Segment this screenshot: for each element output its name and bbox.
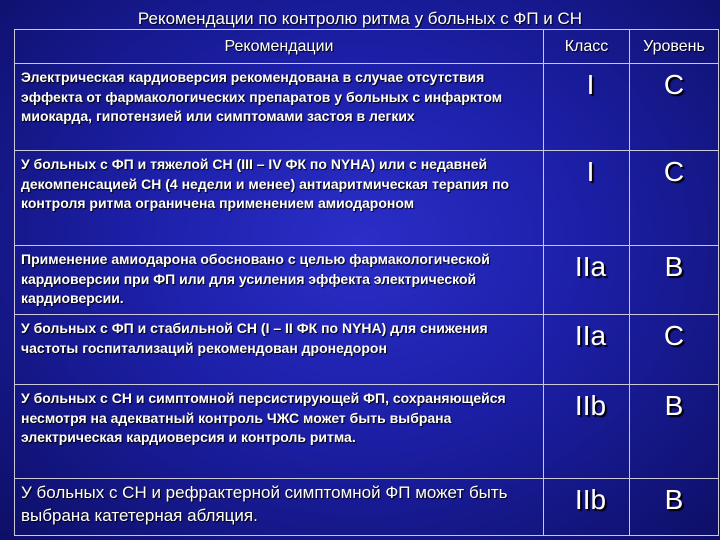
class-value: IIa xyxy=(574,251,607,282)
recommendation-text: Применение амиодарона обосновано с целью фармакологической кардиоверсии при ФП или для усиления эффекта электрической кардиоверсии. xyxy=(21,251,490,306)
class-value: IIa xyxy=(574,320,607,351)
recommendation-text: У больных с СН и рефрактерной симптомной ФП может быть выбрана катетерная абляция. xyxy=(21,483,508,525)
level-cell xyxy=(630,479,719,536)
class-cell xyxy=(544,246,630,315)
table-header-row xyxy=(15,30,719,64)
table-row xyxy=(15,479,719,536)
class-value: I xyxy=(586,69,595,100)
recommendation-cell xyxy=(15,151,544,246)
recommendation-cell xyxy=(15,246,544,315)
level-value: B xyxy=(664,390,684,421)
table-row xyxy=(15,385,719,479)
level-cell xyxy=(630,64,719,151)
header-level: Уровень xyxy=(630,30,719,64)
level-value: C xyxy=(663,156,685,187)
class-cell xyxy=(544,151,630,246)
level-cell xyxy=(630,246,719,315)
level-cell xyxy=(630,151,719,246)
class-cell xyxy=(544,479,630,536)
recommendation-text: У больных с ФП и стабильной СН (I – II ФК по NYHA) для снижения частоты госпитализаций рекомендован дронедорон xyxy=(21,320,488,356)
recommendation-cell xyxy=(15,315,544,385)
recommendation-cell xyxy=(15,479,544,536)
level-cell xyxy=(630,385,719,479)
recommendation-cell xyxy=(15,385,544,479)
class-value: IIb xyxy=(574,390,607,421)
class-cell xyxy=(544,64,630,151)
level-value: B xyxy=(664,251,684,282)
recommendations-table xyxy=(14,29,719,536)
class-cell xyxy=(544,315,630,385)
table-row xyxy=(15,151,719,246)
class-value: I xyxy=(586,156,595,187)
class-cell xyxy=(544,385,630,479)
recommendation-text: У больных с СН и симптомной персистирующей ФП, сохраняющейся несмотря на адекватный контроль ЧЖС может быть выбрана электрическая кардиоверсия и контроль ритма. xyxy=(21,390,506,445)
slide-title: Рекомендации по контролю ритма у больных с ФП и СН xyxy=(137,9,583,28)
header-recommendations: Рекомендации xyxy=(15,30,544,64)
recommendation-text: У больных с ФП и тяжелой СН (III – IV ФК по NYHA) или с недавней декомпенсацией СН (4 недели и менее) антиаритмическая терапия по контроля ритма ограничена применением амиодароном xyxy=(21,156,510,211)
recommendation-text: Электрическая кардиоверсия рекомендована в случае отсутствия эффекта от фармакологических препаратов у больных с инфарктом миокарда, гипотензией или симптомами застоя в легких xyxy=(21,69,503,124)
class-value: IIb xyxy=(574,484,607,515)
level-value: B xyxy=(664,484,684,515)
header-class: Класс xyxy=(544,30,630,64)
table-row xyxy=(15,246,719,315)
level-value: C xyxy=(663,320,685,351)
level-cell xyxy=(630,315,719,385)
recommendation-cell xyxy=(15,64,544,151)
level-value: C xyxy=(663,69,685,100)
table-row xyxy=(15,315,719,385)
table-row xyxy=(15,64,719,151)
